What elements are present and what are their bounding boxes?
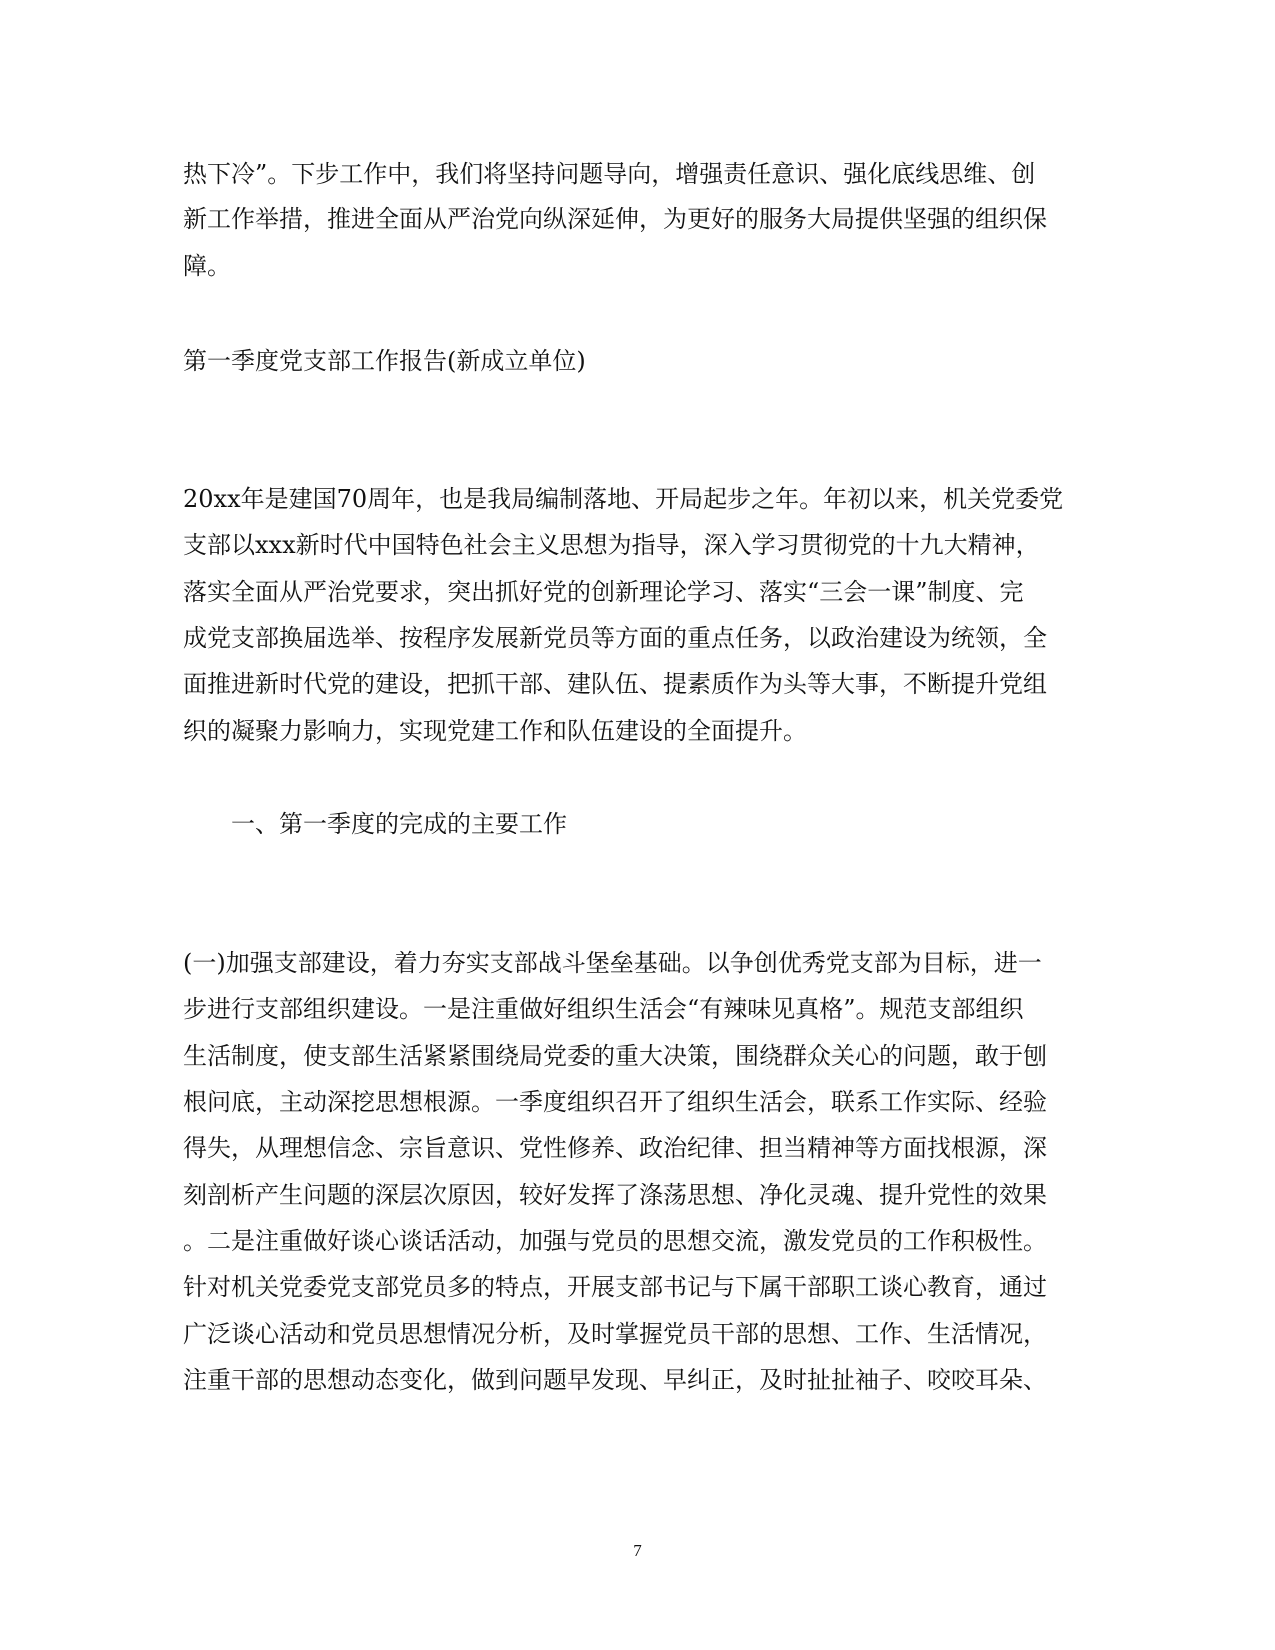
paragraph-line: 。二是注重做好谈心谈话活动，加强与党员的思想交流，激发党员的工作积极性。 [183,1227,1047,1255]
paragraph-line: 成党支部换届选举、按程序发展新党员等方面的重点任务，以政治建设为统领，全 [183,624,1047,652]
paragraph-line: 障。 [183,252,231,280]
paragraph-line: 针对机关党委党支部党员多的特点，开展支部书记与下属干部职工谈心教育，通过 [183,1273,1047,1301]
paragraph-line: 根问底，主动深挖思想根源。一季度组织召开了组织生活会，联系工作实际、经验 [183,1088,1047,1116]
paragraph-line: 新工作举措，推进全面从严治党向纵深延伸，为更好的服务大局提供坚强的组织保 [183,205,1047,233]
page-number: 7 [633,1541,642,1560]
paragraph-line: 落实全面从严治党要求，突出抓好党的创新理论学习、落实“三会一课”制度、完 [183,578,1024,606]
paragraph-line: 支部以xxx新时代中国特色社会主义思想为指导，深入学习贯彻党的十九大精神， [183,531,1040,559]
paragraph-line: 注重干部的思想动态变化，做到问题早发现、早纠正，及时扯扯袖子、咬咬耳朵、 [183,1366,1047,1394]
paragraph-line: 织的凝聚力影响力，实现党建工作和队伍建设的全面提升。 [183,717,807,745]
paragraph-line: (一)加强支部建设，着力夯实支部战斗堡垒基础。以争创优秀党支部为目标，进一 [183,949,1042,977]
section-heading: 一、第一季度的完成的主要工作 [231,810,567,838]
paragraph-line: 刻剖析产生问题的深层次原因，较好发挥了涤荡思想、净化灵魂、提升党性的效果 [183,1181,1047,1209]
paragraph-line: 得失，从理想信念、宗旨意识、党性修养、政治纪律、担当精神等方面找根源，深 [183,1134,1047,1162]
paragraph-line: 广泛谈心活动和党员思想情况分析，及时掌握党员干部的思想、工作、生活情况， [183,1320,1047,1348]
paragraph-line: 面推进新时代党的建设，把抓干部、建队伍、提素质作为头等大事，不断提升党组 [183,670,1047,698]
paragraph-line: 热下冷”。下步工作中，我们将坚持问题导向，增强责任意识、强化底线思维、创 [183,160,1036,188]
paragraph-line: 生活制度，使支部生活紧紧围绕局党委的重大决策，围绕群众关心的问题，敢于刨 [183,1042,1047,1070]
paragraph-line: 步进行支部组织建设。一是注重做好组织生活会“有辣味见真格”。规范支部组织 [183,995,1024,1023]
paragraph-line: 20xx年是建国70周年，也是我局编制落地、开局起步之年。年初以来，机关党委党 [183,485,1064,513]
document-title: 第一季度党支部工作报告(新成立单位) [183,347,586,375]
